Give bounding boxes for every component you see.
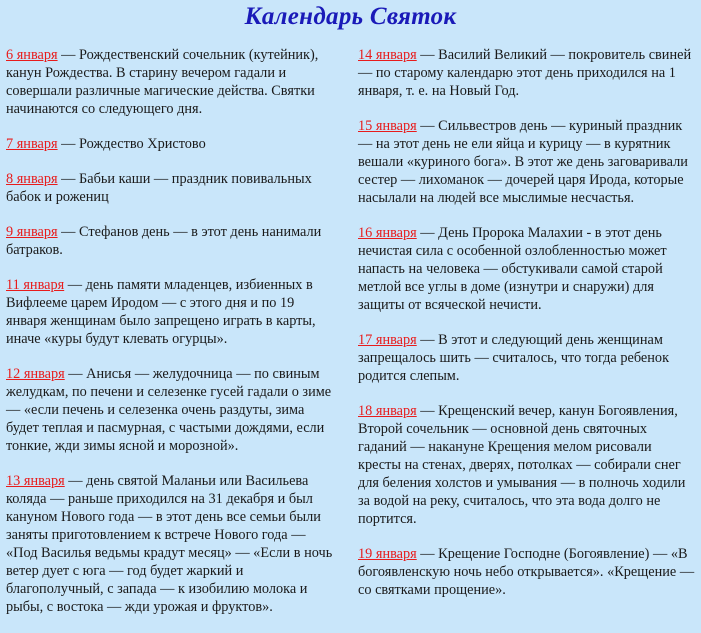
entry-date[interactable]: 18 января	[358, 403, 417, 419]
entry-text: — Василий Великий — покровитель свиней — по старому календарю этот день приходился на 1 января, т. е. на Новый Год.	[358, 47, 692, 99]
calendar-entry	[6, 472, 338, 616]
calendar-entry	[358, 545, 696, 599]
entry-text: — День Пророка Малахии - в этот день нечистая сила с особенной озлобленностью может напасть на человека — обстукивали самой старой метлой все углы в доме (изнутри и снаружи) для защиты от всяческой нечисти.	[358, 225, 667, 313]
calendar-entry	[6, 223, 338, 259]
entry-date[interactable]: 12 января	[6, 366, 65, 382]
entry-date[interactable]: 11 января	[6, 277, 65, 293]
left-column	[6, 46, 338, 633]
calendar-entry	[358, 402, 696, 528]
entry-text: — Рождество Христово	[57, 136, 206, 152]
calendar-entry	[6, 170, 338, 206]
page-title: Календарь Святок	[244, 3, 457, 30]
entry-date[interactable]: 15 января	[358, 118, 417, 134]
entry-text: — Анисья — желудочница — по свиным желудкам, по печени и селезенке гусей гадали о зиме — «если печень и селезенка очень раздуты, зима будет теплая и пасмурная, с частыми дождями, если тонкие, жди зимы ясной и морозной».	[6, 366, 332, 454]
entry-date[interactable]: 14 января	[358, 47, 417, 63]
calendar-entry	[6, 365, 338, 455]
entry-text: — Бабьи каши — праздник повивальных бабок и рожениц	[6, 171, 312, 205]
calendar-entry	[6, 135, 338, 153]
entry-date[interactable]: 13 января	[6, 473, 65, 489]
calendar-entry	[6, 276, 338, 348]
entry-text: — Рождественский сочельник (кутейник), канун Рождества. В старину вечером гадали и совершали различные магические действа. Святки начинаются со следующего дня.	[6, 47, 319, 117]
entry-text: — Стефанов день — в этот день нанимали батраков.	[6, 224, 322, 258]
calendar-entry	[358, 331, 696, 385]
entry-text: — Крещение Господне (Богоявление) — «В богоявленскую ночь небо открывается». «Крещение — со святками прощение».	[358, 546, 695, 598]
entry-date[interactable]: 8 января	[6, 171, 58, 187]
entry-text: — день памяти младенцев, избиенных в Вифлееме царем Иродом — с этого дня и по 19 января женщинам было запрещено играть в карты, иначе «куры будут клевать огурцы».	[6, 277, 316, 347]
entry-text: — В этот и следующий день женщинам запрещалось шить — считалось, что тогда ребенок родится слепым.	[358, 332, 670, 384]
entry-date[interactable]: 6 января	[6, 47, 58, 63]
entry-date[interactable]: 7 января	[6, 136, 58, 152]
right-column	[358, 46, 696, 616]
calendar-entry	[358, 46, 696, 100]
calendar-entry	[358, 224, 696, 314]
calendar-entry	[6, 46, 338, 118]
entry-text: — Крещенский вечер, канун Богоявления, Второй сочельник — основной день святочных гаданий — накануне Крещения мелом рисовали кресты на стенах, дверях, потолках — собирали снег для беления холстов и умывания — в полночь ходили за водой на реку, считалось, что эта вода долго не портится.	[358, 403, 686, 527]
entry-date[interactable]: 16 января	[358, 225, 417, 241]
entry-text: — Сильвестров день — куриный праздник — на этот день не ели яйца и курицу — в курятник вешали «куриного бога». В этот же день заговаривали сестер — лихоманок — дочерей царя Ирода, которые насылали на людей все мыслимые несчастья.	[358, 118, 688, 206]
entry-date[interactable]: 9 января	[6, 224, 58, 240]
entry-date[interactable]: 19 января	[358, 546, 417, 562]
entry-text: — день святой Маланьи или Васильева коляда — раньше приходился на 31 декабря и был кануном Нового года — в этот день все семьи были заняты приготовлением к встрече Нового года — «Под Василья ведьмы крадут месяц» — «Если в ночь ветер дует с юга — год будет жаркий и благополучный, с запада — к изобилию молока и рыбы, с востока — жди урожая и фруктов».	[6, 473, 333, 615]
entry-date[interactable]: 17 января	[358, 332, 417, 348]
calendar-entry	[358, 117, 696, 207]
